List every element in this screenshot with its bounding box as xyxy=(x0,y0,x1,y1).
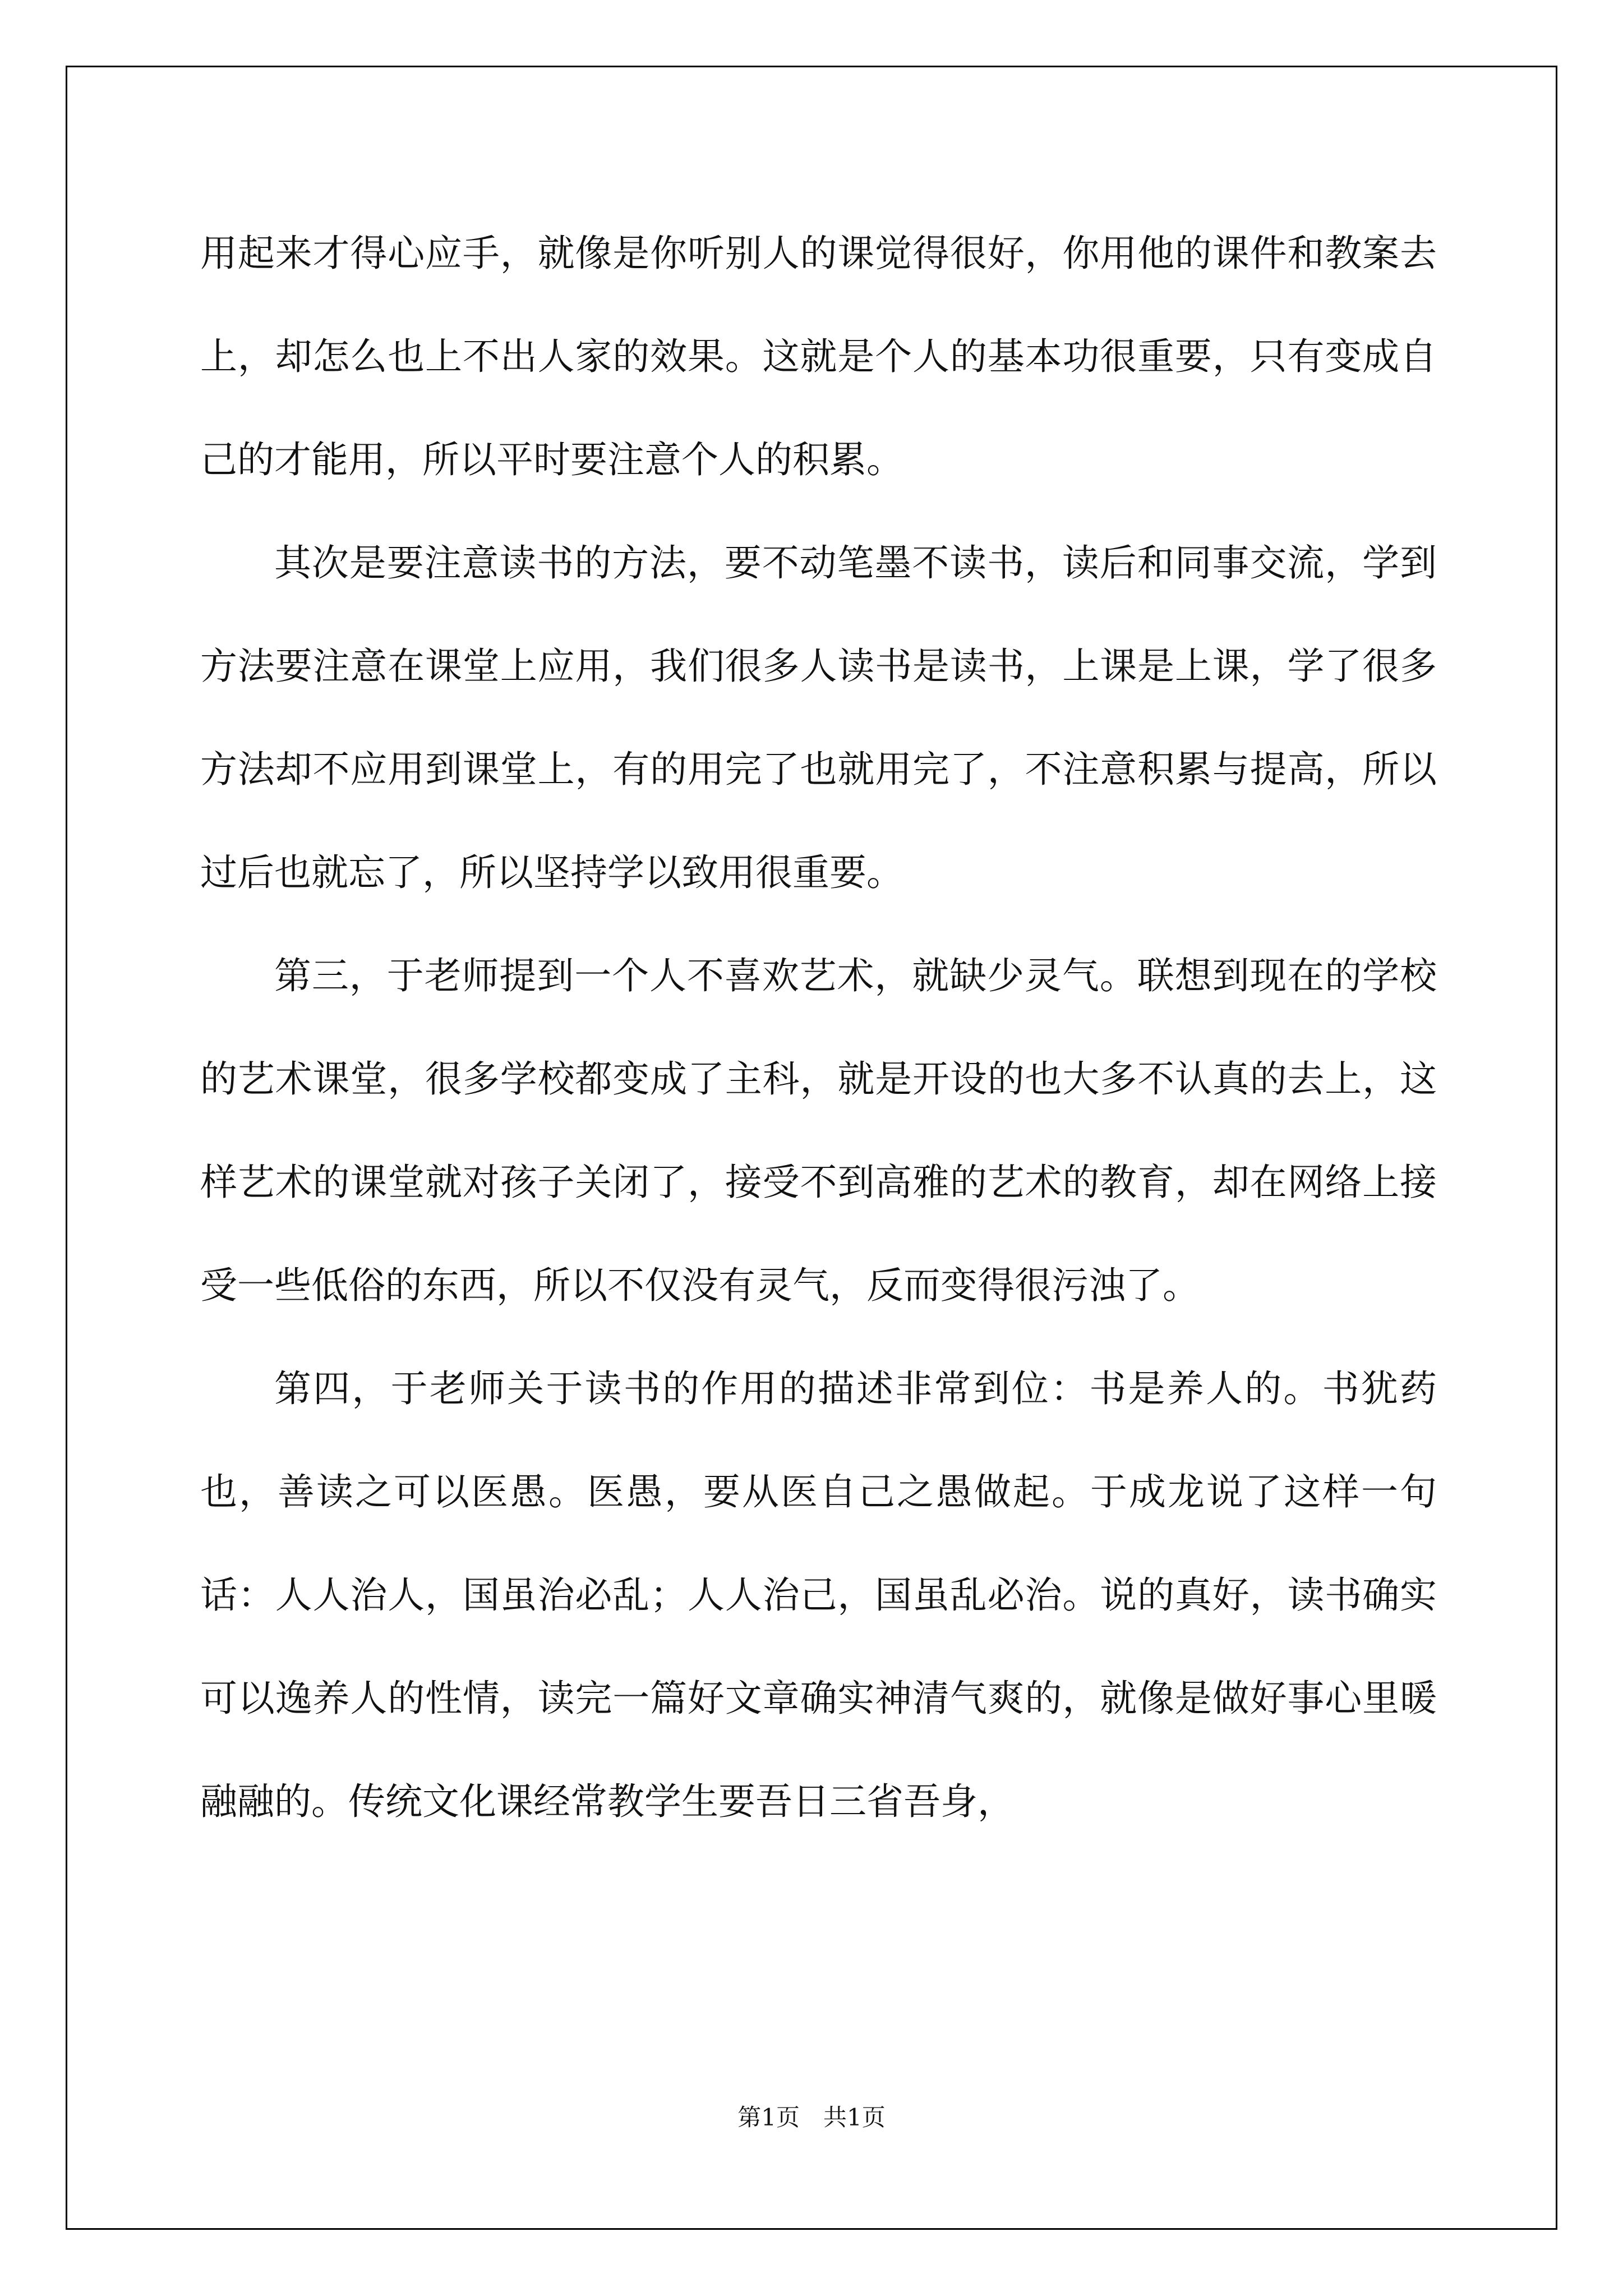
paragraph-3: 第三，于老师提到一个人不喜欢艺术，就缺少灵气。联想到现在的学校的艺术课堂，很多学校都变成了主科，就是开设的也大多不认真的去上，这样艺术的课堂就对孩子关闭了，接受不到高雅的艺术的教育，却在网络上接受一些低俗的东西，所以不仅没有灵气，反而变得很污浊了。 xyxy=(200,954,1437,1307)
page-footer: 第1页 共1页 xyxy=(737,2104,886,2131)
paragraph-2: 其次是要注意读书的方法，要不动笔墨不读书，读后和同事交流，学到方法要注意在课堂上应用，我们很多人读书是读书，上课是上课，学了很多方法却不应用到课堂上，有的用完了也就用完了，不注意积累与提高，所以过后也就忘了，所以坚持学以致用很重要。 xyxy=(200,541,1437,894)
paragraph-1: 用起来才得心应手，就像是你听别人的课觉得很好，你用他的课件和教案去上，却怎么也上不出人家的效果。这就是个人的基本功很重要，只有变成自己的才能用，所以平时要注意个人的积累。 xyxy=(200,232,1437,481)
paragraph-4: 第四，于老师关于读书的作用的描述非常到位：书是养人的。书犹药也，善读之可以医愚。医愚，要从医自己之愚做起。于成龙说了这样一句话：人人治人，国虽治必乱；人人治己，国虽乱必治。说的真好，读书确实可以逸养人的性情，读完一篇好文章确实神清气爽的，就像是做好事心里暖融融的。传统文化课经常教学生要吾日三省吾身， xyxy=(200,1367,1437,1823)
document-body xyxy=(200,202,1437,1853)
